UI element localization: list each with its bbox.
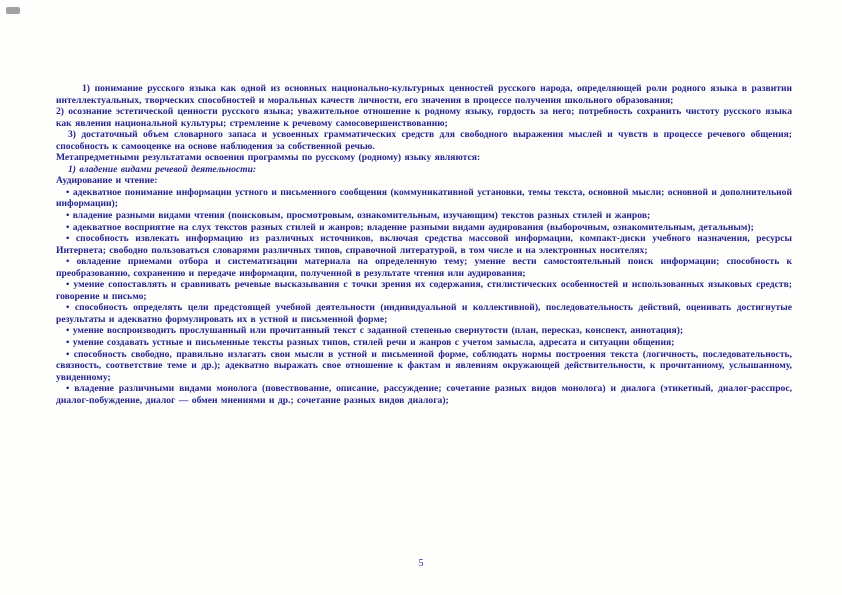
bullet-item: • способность свободно, правильно излагать свои мысли в устной и письменной форме, соблюдать нормы построения текста (логичность, последовательность, связность, соответствие теме и др.); адекватно выражать свое отношение к фактам и явлениям окружающей действительности, к прочитанному, услышанному, увиденному;	[56, 348, 792, 383]
document-content	[56, 83, 792, 406]
scan-artifact	[6, 7, 20, 14]
page-number: 5	[418, 558, 424, 569]
paragraph-personal-result-2: 2) осознание эстетической ценности русского языка; уважительное отношение к родному языку, гордость за него; потребность сохранить чистоту русского языка как явления национальной культуры; стремление к речевому самосовершенствованию;	[56, 106, 792, 129]
bullet-item: • адекватное восприятие на слух текстов разных стилей и жанров; владение разными видами аудирования (выборочным, ознакомительным, детальным);	[66, 221, 754, 233]
subheading-listening-reading: Аудирование и чтение:	[56, 175, 158, 187]
paragraph-personal-result-1: 1) понимание русского языка как одной из основных национально-культурных ценностей русского народа, определяющей роли родного языка в развитии интеллектуальных, творческих способностей и моральных качеств личности, его значения в процессе получения школьного образования;	[56, 83, 792, 106]
bullet-item: • умение создавать устные и письменные тексты разных типов, стилей речи и жанров с учетом замысла, адресата и ситуации общения;	[66, 337, 675, 349]
bullet-item: • адекватное понимание информации устного и письменного сообщения (коммуникативной установки, темы текста, основной мысли; основной и дополнительной информации);	[56, 186, 792, 210]
bullet-item: • умение сопоставлять и сравнивать речевые высказывания с точки зрения их содержания, стилистических особенностей и использованных языковых средств; говорение и письмо;	[56, 279, 792, 302]
bullet-item: • владение различными видами монолога (повествование, описание, рассуждение; сочетание разных видов монолога) и диалога (этикетный, диалог-расспрос, диалог-побуждение, диалог — обмен мнениями и др.; сочетание разных видов диалога);	[56, 383, 792, 406]
bullet-item: • владение разными видами чтения (поисковым, просмотровым, ознакомительным, изучающим) текстов разных стилей и жанров;	[66, 210, 651, 222]
subsection-heading-speech-activity: 1) владение видами речевой деятельности:	[68, 163, 257, 175]
paragraph-personal-result-3: 3) достаточный объем словарного запаса и усвоенных грамматических средств для свободного выражения мыслей и чувств в процессе речевого общения; способность к самооценке на основе наблюдения за собственной речью.	[56, 129, 792, 152]
bullet-item: • способность извлекать информацию из различных источников, включая средства массовой информации, компакт-диски учебного назначения, ресурсы Интернета; свободно пользоваться словарями различных типов, справочной литературой, в том числе и на электронных носителях;	[56, 233, 792, 256]
bullet-item: • способность определять цели предстоящей учебной деятельности (индивидуальной и коллективной), последовательность действий, оценивать достигнутые результаты и адекватно формулировать их в устной и письменной форме;	[56, 302, 792, 325]
bullet-item: • умение воспроизводить прослушанный или прочитанный текст с заданной степенью свернутости (план, пересказ, конспект, аннотация);	[66, 325, 684, 337]
bullet-item: • овладение приемами отбора и систематизации материала на определенную тему; умение вести самостоятельный поиск информации; способность к преобразованию, сохранению и передаче информации, полученной в результате чтения или аудирования;	[56, 256, 792, 279]
section-heading-metasubject: Метапредметными результатами освоения программы по русскому (родному) языку являются:	[56, 152, 481, 164]
